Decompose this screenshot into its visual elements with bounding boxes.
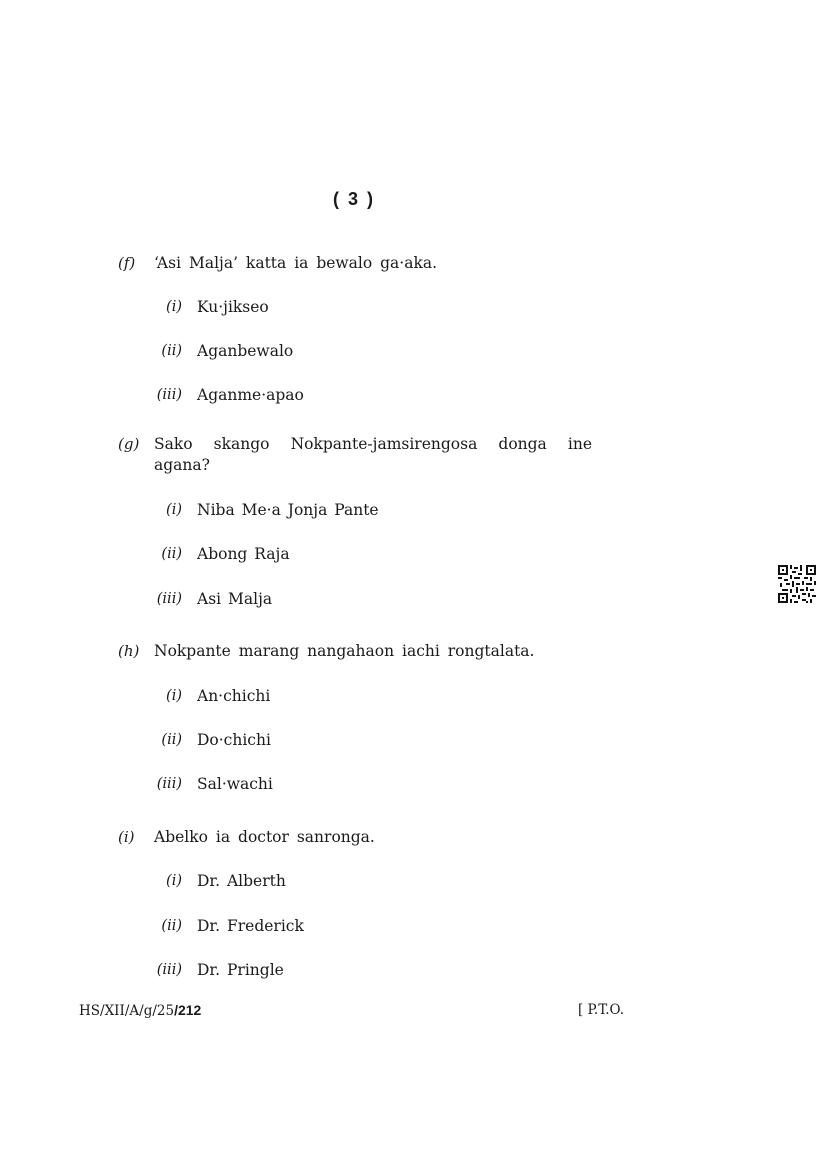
question-text: Sako skango Nokpante-jamsirengosa donga ine agana?	[154, 435, 592, 474]
option-g-ii	[150, 544, 450, 565]
question-label: (i)	[118, 828, 135, 846]
question-i	[118, 827, 592, 848]
option-text: Aganme·apao	[197, 386, 304, 404]
option-i-ii	[150, 916, 450, 937]
qr-code-icon	[778, 565, 816, 603]
option-text: Abong Raja	[197, 545, 290, 563]
question-h	[118, 641, 592, 662]
paper-code-prefix: HS/XII/A/g/25	[79, 1003, 175, 1019]
paper-code	[79, 1002, 201, 1019]
option-text: Sal·wachi	[197, 775, 273, 793]
option-text: An·chichi	[197, 687, 271, 705]
option-f-iii	[150, 385, 450, 406]
option-text: Do·chichi	[197, 731, 271, 749]
option-label: (i)	[166, 688, 182, 704]
page-number: ( 3 )	[332, 189, 375, 209]
option-text: Asi Malja	[197, 590, 273, 608]
option-label: (i)	[166, 502, 182, 518]
option-h-iii	[150, 774, 450, 795]
question-f	[118, 253, 592, 274]
question-label: (f)	[118, 254, 136, 272]
option-label: (ii)	[161, 732, 182, 748]
question-g	[118, 434, 592, 476]
option-g-iii	[150, 589, 450, 610]
option-label: (iii)	[156, 776, 182, 792]
please-turn-over: [ P.T.O.	[578, 1002, 625, 1018]
question-label: (g)	[118, 435, 140, 453]
paper-code-number: /212	[174, 1002, 202, 1018]
option-label: (ii)	[161, 546, 182, 562]
question-text: Nokpante marang nangahaon iachi rongtalata.	[154, 642, 535, 660]
question-text: ‘Asi Malja’ katta ia bewalo ga·aka.	[154, 254, 438, 272]
option-f-i	[150, 297, 450, 318]
option-label: (ii)	[161, 918, 182, 934]
option-i-iii	[150, 960, 450, 981]
option-h-i	[150, 686, 450, 707]
option-label: (i)	[166, 873, 182, 889]
option-label: (iii)	[156, 387, 182, 403]
question-label: (h)	[118, 642, 140, 660]
question-text: Abelko ia doctor sanronga.	[154, 828, 375, 846]
option-text: Dr. Alberth	[197, 872, 286, 890]
option-label: (iii)	[156, 962, 182, 978]
option-h-ii	[150, 730, 450, 751]
option-g-i	[150, 500, 450, 521]
option-text: Ku·jikseo	[197, 298, 269, 316]
option-label: (iii)	[156, 591, 182, 607]
option-text: Dr. Pringle	[197, 961, 284, 979]
option-text: Dr. Frederick	[197, 917, 304, 935]
option-text: Aganbewalo	[197, 342, 294, 360]
option-text: Niba Me·a Jonja Pante	[197, 501, 379, 519]
option-f-ii	[150, 341, 450, 362]
option-label: (i)	[166, 299, 182, 315]
option-label: (ii)	[161, 343, 182, 359]
option-i-i	[150, 871, 450, 892]
